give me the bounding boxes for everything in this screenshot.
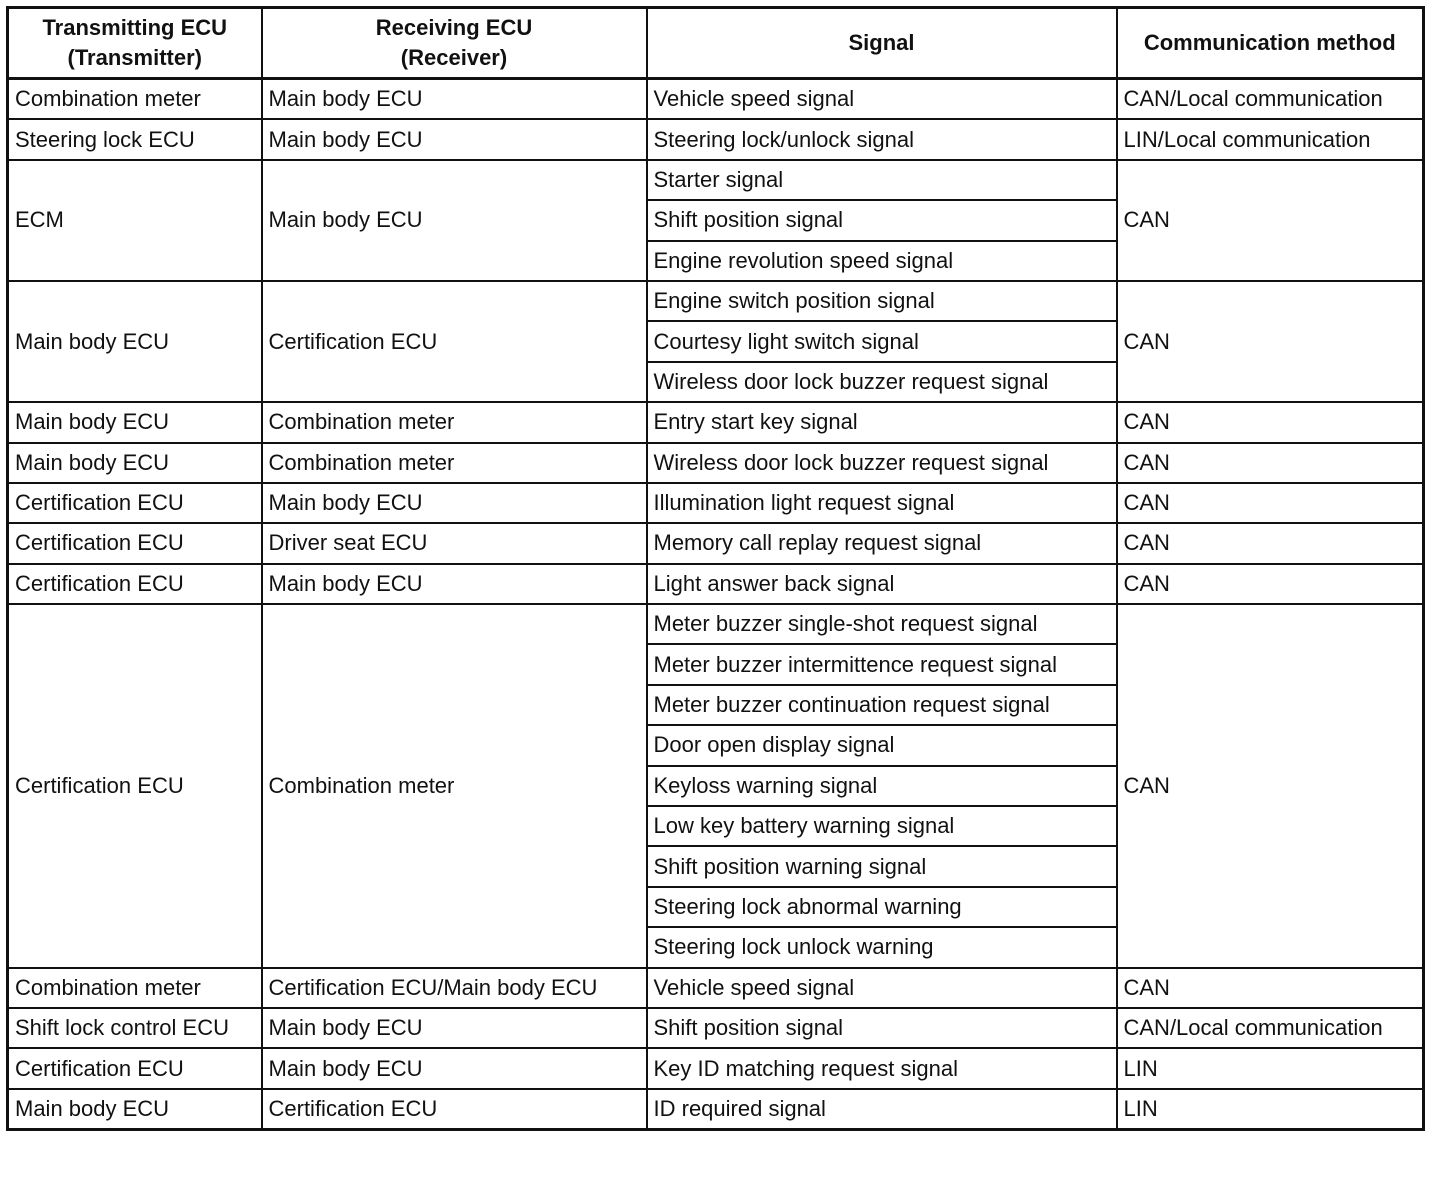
signal-cell: Light answer back signal xyxy=(647,564,1117,604)
transmitter-cell: Main body ECU xyxy=(8,1089,262,1130)
header-receiver xyxy=(262,8,647,79)
header-receiver-line2: (Receiver) xyxy=(400,45,508,70)
transmitter-cell: Certification ECU xyxy=(8,604,262,968)
signal-cell: Key ID matching request signal xyxy=(647,1048,1117,1088)
header-receiver-line1: Receiving ECU xyxy=(375,15,533,40)
method-cell: CAN xyxy=(1117,281,1424,402)
transmitter-cell: Combination meter xyxy=(8,968,262,1008)
signal-cell: Engine switch position signal xyxy=(647,281,1117,321)
receiver-cell: Certification ECU xyxy=(262,281,647,402)
receiver-cell: Main body ECU xyxy=(262,119,647,159)
method-cell: CAN/Local communication xyxy=(1117,1008,1424,1048)
transmitter-cell: Steering lock ECU xyxy=(8,119,262,159)
method-cell: CAN xyxy=(1117,523,1424,563)
transmitter-cell: Shift lock control ECU xyxy=(8,1008,262,1048)
signal-cell: Starter signal xyxy=(647,160,1117,200)
signal-cell: Steering lock/unlock signal xyxy=(647,119,1117,159)
table-row xyxy=(8,281,1424,321)
transmitter-cell: Main body ECU xyxy=(8,443,262,483)
method-cell: LIN xyxy=(1117,1089,1424,1130)
signal-cell: Door open display signal xyxy=(647,725,1117,765)
signal-cell: Shift position warning signal xyxy=(647,846,1117,886)
method-cell: LIN xyxy=(1117,1048,1424,1088)
header-method: Communication method xyxy=(1117,8,1424,79)
signal-cell: Illumination light request signal xyxy=(647,483,1117,523)
table-row xyxy=(8,564,1424,604)
header-row xyxy=(8,8,1424,79)
table-row xyxy=(8,79,1424,120)
method-cell: CAN xyxy=(1117,968,1424,1008)
table-body xyxy=(8,79,1424,1130)
method-cell: CAN xyxy=(1117,160,1424,281)
receiver-cell: Combination meter xyxy=(262,402,647,442)
transmitter-cell: ECM xyxy=(8,160,262,281)
signal-cell: Meter buzzer single-shot request signal xyxy=(647,604,1117,644)
signal-cell: Engine revolution speed signal xyxy=(647,241,1117,281)
signal-cell: Meter buzzer intermittence request signal xyxy=(647,644,1117,684)
transmitter-cell: Main body ECU xyxy=(8,281,262,402)
receiver-cell: Main body ECU xyxy=(262,79,647,120)
receiver-cell: Main body ECU xyxy=(262,1008,647,1048)
signal-cell: Shift position signal xyxy=(647,200,1117,240)
table-row xyxy=(8,402,1424,442)
signal-cell: Courtesy light switch signal xyxy=(647,321,1117,361)
method-cell: CAN/Local communication xyxy=(1117,79,1424,120)
signal-cell: ID required signal xyxy=(647,1089,1117,1130)
method-cell: CAN xyxy=(1117,483,1424,523)
receiver-cell: Main body ECU xyxy=(262,1048,647,1088)
header-transmitter-line2: (Transmitter) xyxy=(67,45,202,70)
method-cell: CAN xyxy=(1117,402,1424,442)
receiver-cell: Certification ECU xyxy=(262,1089,647,1130)
table-header xyxy=(8,8,1424,79)
table-row xyxy=(8,483,1424,523)
receiver-cell: Main body ECU xyxy=(262,483,647,523)
header-transmitter-line1: Transmitting ECU xyxy=(42,15,228,40)
table-row xyxy=(8,968,1424,1008)
signal-cell: Meter buzzer continuation request signal xyxy=(647,685,1117,725)
method-cell: CAN xyxy=(1117,443,1424,483)
table-row xyxy=(8,1089,1424,1130)
method-cell: LIN/Local communication xyxy=(1117,119,1424,159)
signal-cell: Memory call replay request signal xyxy=(647,523,1117,563)
table-row xyxy=(8,604,1424,644)
transmitter-cell: Certification ECU xyxy=(8,1048,262,1088)
receiver-cell: Combination meter xyxy=(262,443,647,483)
signal-cell: Wireless door lock buzzer request signal xyxy=(647,443,1117,483)
method-cell: CAN xyxy=(1117,604,1424,968)
receiver-cell: Certification ECU/Main body ECU xyxy=(262,968,647,1008)
table-row xyxy=(8,119,1424,159)
ecu-communication-table xyxy=(6,6,1425,1131)
receiver-cell: Main body ECU xyxy=(262,564,647,604)
header-transmitter xyxy=(8,8,262,79)
signal-cell: Wireless door lock buzzer request signal xyxy=(647,362,1117,402)
table-row xyxy=(8,1048,1424,1088)
transmitter-cell: Certification ECU xyxy=(8,523,262,563)
receiver-cell: Driver seat ECU xyxy=(262,523,647,563)
signal-cell: Vehicle speed signal xyxy=(647,79,1117,120)
table-row xyxy=(8,523,1424,563)
signal-cell: Vehicle speed signal xyxy=(647,968,1117,1008)
method-cell: CAN xyxy=(1117,564,1424,604)
signal-cell: Steering lock abnormal warning xyxy=(647,887,1117,927)
transmitter-cell: Certification ECU xyxy=(8,564,262,604)
table-row xyxy=(8,1008,1424,1048)
transmitter-cell: Main body ECU xyxy=(8,402,262,442)
table-row xyxy=(8,443,1424,483)
transmitter-cell: Certification ECU xyxy=(8,483,262,523)
signal-cell: Shift position signal xyxy=(647,1008,1117,1048)
signal-cell: Entry start key signal xyxy=(647,402,1117,442)
receiver-cell: Combination meter xyxy=(262,604,647,968)
signal-cell: Keyloss warning signal xyxy=(647,766,1117,806)
signal-cell: Low key battery warning signal xyxy=(647,806,1117,846)
transmitter-cell: Combination meter xyxy=(8,79,262,120)
header-signal: Signal xyxy=(647,8,1117,79)
receiver-cell: Main body ECU xyxy=(262,160,647,281)
table-row xyxy=(8,160,1424,200)
signal-cell: Steering lock unlock warning xyxy=(647,927,1117,967)
